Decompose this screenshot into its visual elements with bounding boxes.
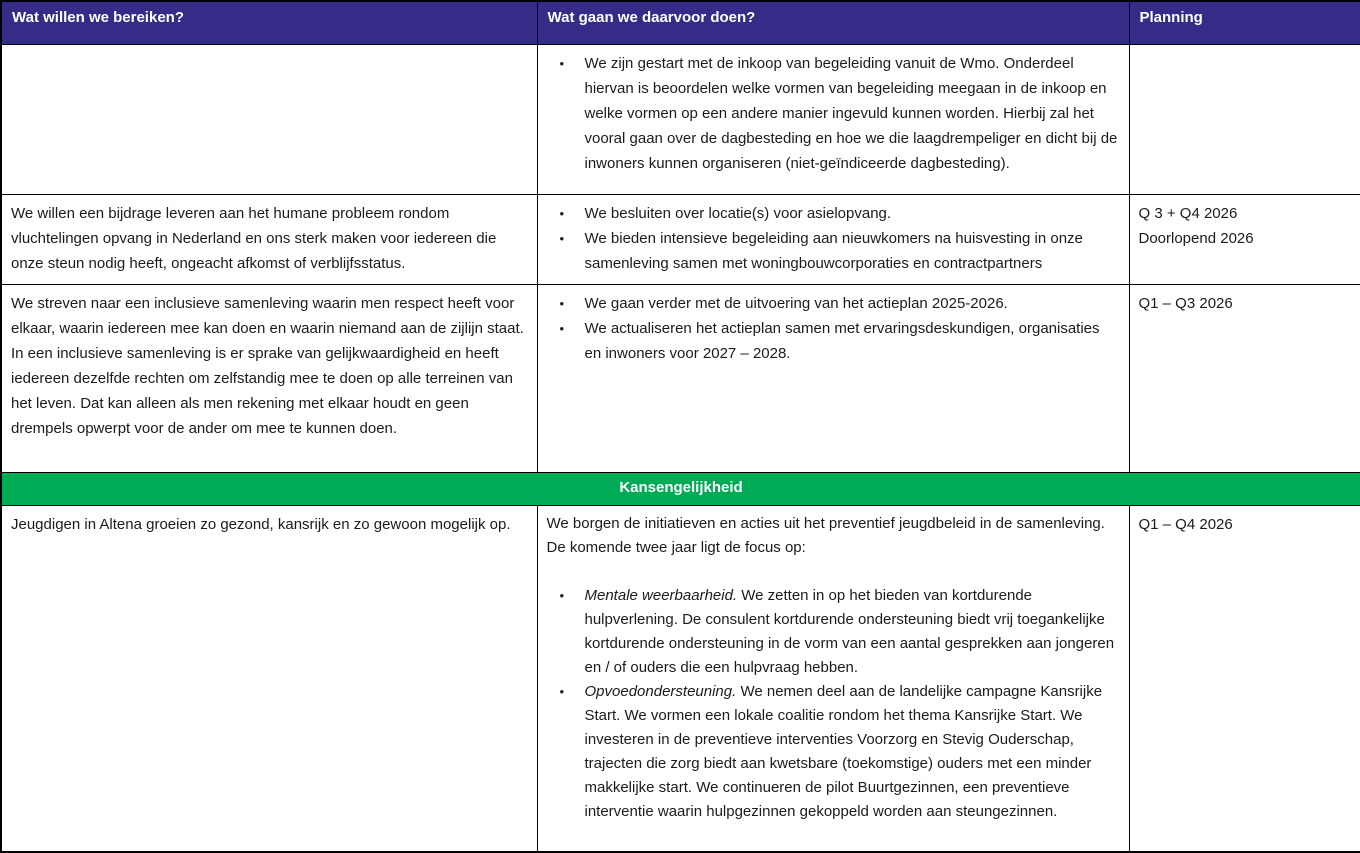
planning-cell [1129,284,1360,472]
bullet-icon [547,291,585,316]
action-text: We zijn gestart met de inkoop van begeleiding vanuit de Wmo. Onderdeel hiervan is beoordelen welke vormen van begeleiding meegaan in de inkoop en welke vormen op een andere manier ingevuld kunnen worden. Hierbij zal het vooral gaan over de dagbesteding en hoe we die laagdrempeliger en dicht bij de inwoners kunnen organiseren (niet-geïndiceerde dagbesteding). [584,54,1118,172]
action-text: We bieden intensieve begeleiding aan nieuwkomers na huisvesting in onze samenleving samen met woningbouwcorporaties en contractpartners [584,229,1083,272]
goal-text: We willen een bijdrage leveren aan het humane probleem rondom vluchtelingen opvang in Nederland en ons sterk maken voor iedereen die onze steun nodig heeft, ongeacht afkomst of verblijfsstatus. [11,204,497,272]
actions-cell [537,505,1129,852]
actions-cell [537,44,1129,194]
planning-cell [1129,44,1360,194]
action-text: We actualiseren het actieplan samen met ervaringsdeskundigen, organisaties en inwoners voor 2027 – 2028. [584,319,1100,362]
goal-cell [1,284,537,472]
actions-cell [537,284,1129,472]
table-row [1,194,1360,284]
list-item [547,226,1119,276]
table-row [1,505,1360,852]
column-header-planning: Planning [1129,1,1360,44]
list-item [547,51,1119,176]
list-item [547,680,1119,824]
action-lead-italic: Opvoedondersteuning. [584,682,737,700]
action-text: We besluiten over locatie(s) voor asielopvang. [584,204,892,222]
goal-text: Jeugdigen in Altena groeien zo gezond, kansrijk en zo gewoon mogelijk op. [11,515,511,533]
goal-cell [1,44,537,194]
action-text [585,680,1119,824]
list-item [547,291,1119,316]
planning-cell [1129,194,1360,284]
table-row [1,284,1360,472]
bullet-icon [547,316,585,366]
section-band-row [1,472,1360,505]
goal-cell [1,505,537,852]
list-item [547,201,1119,226]
bullet-icon [547,201,585,226]
actions-intro-text: We borgen de initiatieven en acties uit het preventief jeugdbeleid in de samenleving. De komende twee jaar ligt de focus op: [546,514,1105,556]
bullet-icon [547,226,585,276]
table-header-row [1,1,1360,44]
bullet-icon [547,680,585,824]
bullet-icon [547,51,585,176]
planning-cell [1129,505,1360,852]
planning-text: Doorlopend 2026 [1138,229,1254,247]
action-body: We nemen deel aan de landelijke campagne Kansrijke Start. We vormen een lokale coalitie rondom het thema Kansrijke Start. We investeren in de preventieve interventies Voorzorg en Stevig Ouderschap, trajecten die zorg biedt aan kwetsbare (toekomstige) ouders met een minder makkelijke start. We continueren de pilot Buurtgezinnen, een preventieve interventie waarin hulpgezinnen gekoppeld worden aan steungezinnen. [584,682,1103,820]
list-item [547,584,1119,680]
actions-cell [537,194,1129,284]
goal-cell [1,194,537,284]
table-row [1,44,1360,194]
planning-text: Q 3 + Q4 2026 [1138,204,1238,222]
action-text: We gaan verder met de uitvoering van het actieplan 2025-2026. [584,294,1008,312]
bullet-icon [547,584,585,680]
goal-text: We streven naar een inclusieve samenleving waarin men respect heeft voor elkaar, waarin iedereen mee kan doen en waarin niemand aan de zijlijn staat. In een inclusieve samenleving is er sprake van gelijkwaardigheid en heeft iedereen dezelfde rechten om zelfstandig mee te doen op alle terreinen van het leven. Dat kan alleen als men rekening met elkaar houdt en geen drempels opwerpt voor de ander om mee te kunnen doen. [11,294,524,437]
action-text [585,584,1119,680]
planning-text: Q1 – Q3 2026 [1138,294,1233,312]
action-body: We zetten in op het bieden van kortdurende hulpverlening. De consulent kortdurende ondersteuning biedt vrij toegankelijke kortdurende ondersteuning in de vorm van een aantal gesprekken aan jongeren en / of ouders die een hulpvraag hebben. [584,586,1115,676]
list-item [547,316,1119,366]
column-header-goal: Wat willen we bereiken? [1,1,537,44]
action-lead-italic: Mentale weerbaarheid. [584,586,738,604]
column-header-actions: Wat gaan we daarvoor doen? [537,1,1129,44]
section-header-kansengelijkheid: Kansengelijkheid [1,472,1360,505]
planning-text: Q1 – Q4 2026 [1138,515,1233,533]
